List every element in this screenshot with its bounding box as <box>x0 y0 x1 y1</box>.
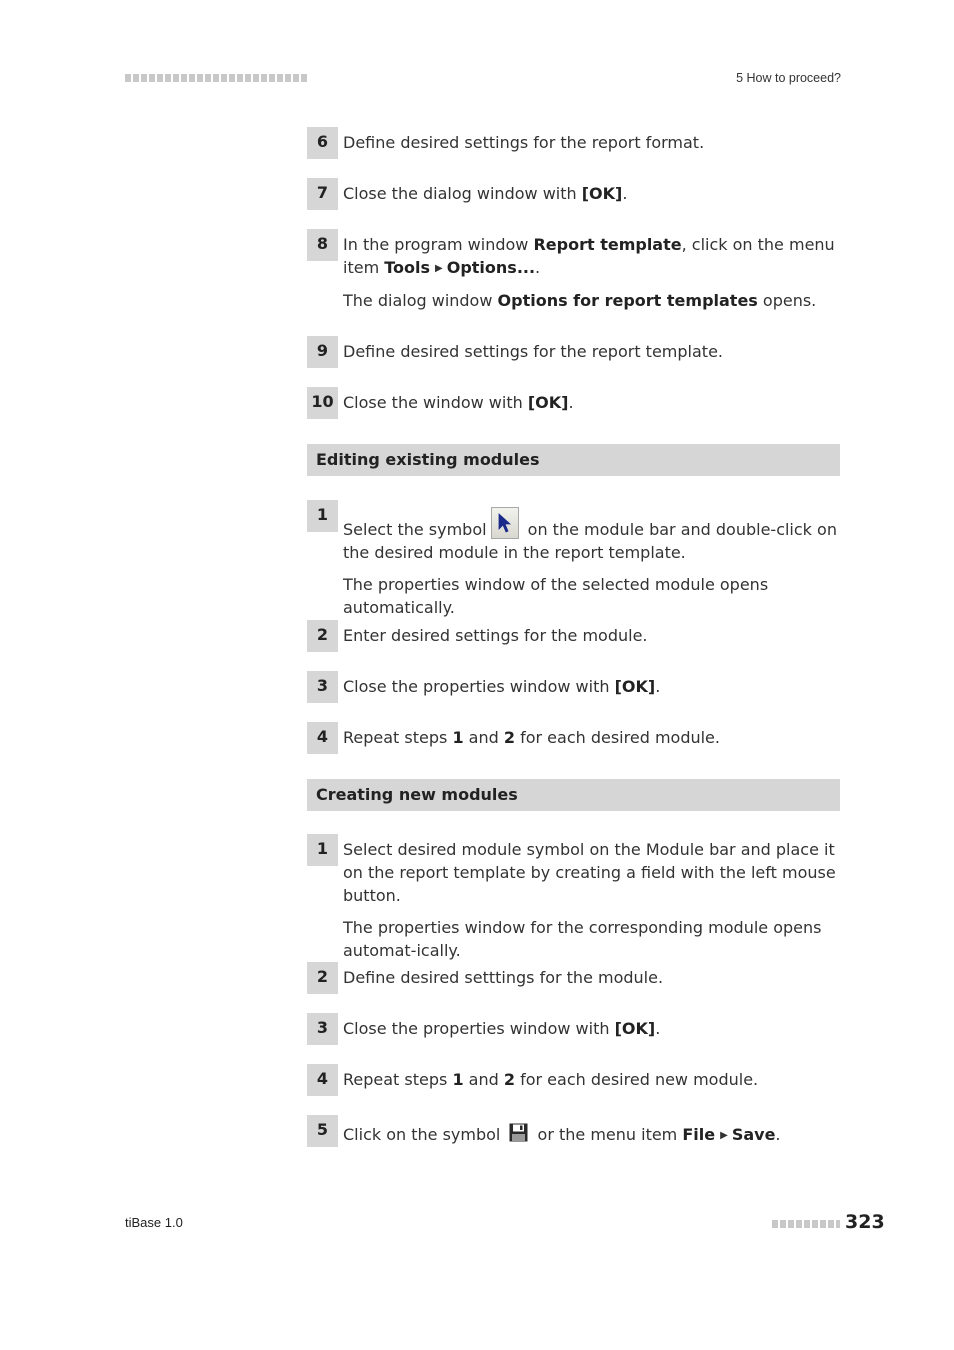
step-text: Close the properties window with [OK]. <box>343 677 661 696</box>
step-number: 10 <box>307 387 338 419</box>
step-text: Enter desired settings for the module. <box>343 626 648 645</box>
step-number: 6 <box>307 127 338 159</box>
step-8 <box>307 229 840 312</box>
step-text: Repeat steps 1 and 2 for each desired module. <box>343 728 720 747</box>
product-name: tiBase 1.0 <box>125 1215 183 1230</box>
chapter-title: 5 How to proceed? <box>736 71 841 85</box>
step-number: 4 <box>307 1064 338 1096</box>
step-text: Define desired settings for the report template. <box>343 342 723 361</box>
step-text: In the program window Report template, click on the menu item Tools ▶ Options.... <box>343 229 840 280</box>
section-heading-creating: Creating new modules <box>307 779 840 811</box>
step-create-3 <box>307 1013 840 1040</box>
menu-arrow-icon: ▶ <box>435 263 443 274</box>
menu-arrow-icon: ▶ <box>720 1130 728 1141</box>
footer-decoration <box>772 1220 840 1228</box>
select-cursor-icon <box>491 507 519 539</box>
step-number: 1 <box>307 500 338 532</box>
step-create-4 <box>307 1064 840 1091</box>
step-create-1 <box>307 834 840 962</box>
step-text: Define desired setttings for the module. <box>343 968 664 987</box>
step-note: The properties window of the selected module opens automatically. <box>343 575 769 617</box>
step-text: Close the properties window with [OK]. <box>343 1019 661 1038</box>
page-number: 323 <box>845 1211 885 1233</box>
step-10 <box>307 387 840 414</box>
step-6 <box>307 127 840 154</box>
step-edit-1 <box>307 500 840 619</box>
save-icon <box>509 1123 528 1148</box>
step-text: Click on the symbol or the menu item File ▶ Save. <box>343 1115 840 1148</box>
step-note: The properties window for the corresponding module opens automat-ically. <box>343 918 822 960</box>
step-number: 2 <box>307 620 338 652</box>
header-decoration <box>125 74 307 82</box>
step-text: Select the symbol on the module bar and double-click on the desired module in the report template. <box>343 500 840 564</box>
step-text: Repeat steps 1 and 2 for each desired new module. <box>343 1070 759 1089</box>
step-number: 5 <box>307 1115 338 1147</box>
step-create-5 <box>307 1115 840 1148</box>
step-text: Close the window with [OK]. <box>343 393 574 412</box>
step-7 <box>307 178 840 205</box>
step-9 <box>307 336 840 363</box>
step-note: The dialog window Options for report templates opens. <box>343 291 817 310</box>
step-number: 2 <box>307 962 338 994</box>
step-number: 9 <box>307 336 338 368</box>
step-number: 8 <box>307 229 338 261</box>
step-edit-2 <box>307 620 840 647</box>
step-edit-3 <box>307 671 840 698</box>
step-text: Define desired settings for the report format. <box>343 133 705 152</box>
step-number: 7 <box>307 178 338 210</box>
step-number: 1 <box>307 834 338 866</box>
step-text: Close the dialog window with [OK]. <box>343 184 628 203</box>
section-heading-editing: Editing existing modules <box>307 444 840 476</box>
step-number: 3 <box>307 671 338 703</box>
step-number: 3 <box>307 1013 338 1045</box>
step-number: 4 <box>307 722 338 754</box>
step-edit-4 <box>307 722 840 749</box>
step-text: Select desired module symbol on the Module bar and place it on the report template by creating a field with the left mouse button. <box>343 840 836 905</box>
step-create-2 <box>307 962 840 989</box>
